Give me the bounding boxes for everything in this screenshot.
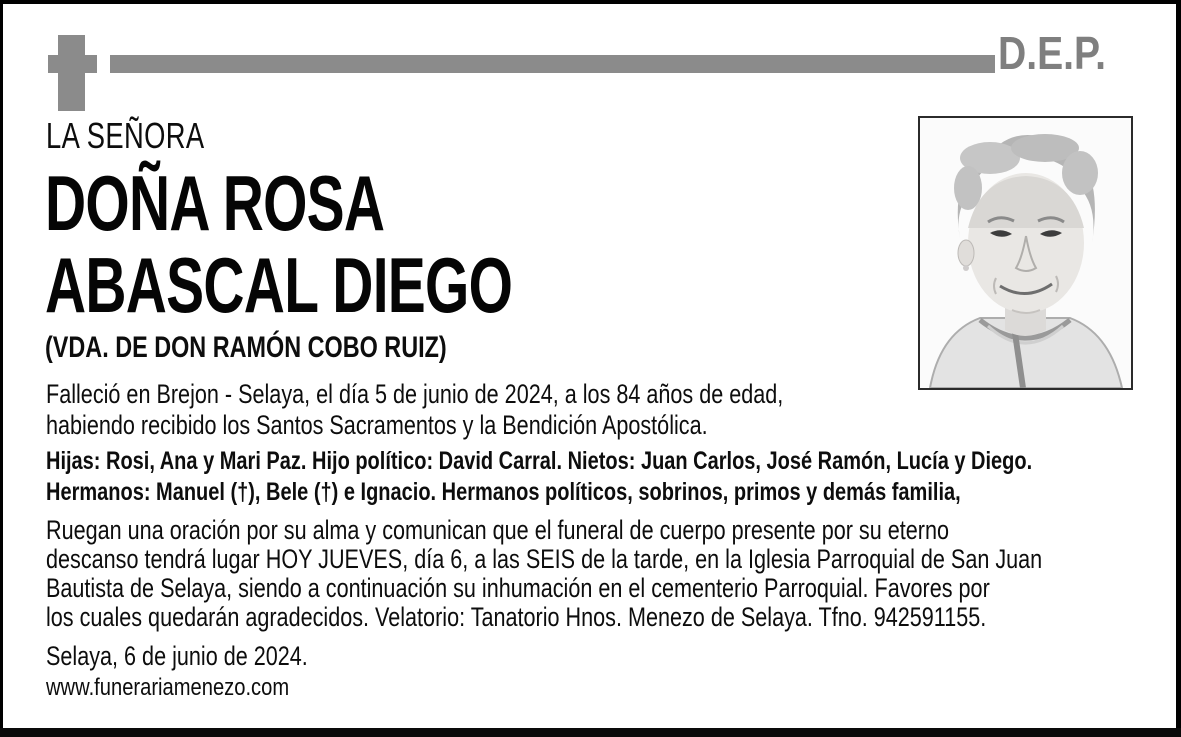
family-line: Hermanos: Manuel (†), Bele (†) e Ignacio. Hermanos políticos, sobrinos, primos y demás familia, [46, 478, 961, 506]
funeral-line: descanso tendrá lugar HOY JUEVES, día 6, a las SEIS de la tarde, en la Iglesia Parroquial de San Juan [46, 544, 1043, 574]
portrait-illustration [920, 118, 1131, 388]
funeral-info-paragraph [46, 516, 1042, 632]
deceased-name-line1: DOÑA ROSA [45, 159, 385, 247]
death-notice-line: Falleció en Brejon - Selaya, el día 5 de junio de 2024, a los 84 años de edad, [46, 379, 784, 409]
deceased-name-line2: ABASCAL DIEGO [45, 241, 513, 329]
family-paragraph [46, 446, 1032, 508]
death-notice-line: habiendo recibido los Santos Sacramentos y la Bendición Apostólica. [46, 410, 708, 440]
funeral-line: Bautista de Selaya, siendo a continuación su inhumación en el cementerio Parroquial. Favores por [46, 573, 990, 603]
family-line: Hijas: Rosi, Ana y Mari Paz. Hijo político: David Carral. Nietos: Juan Carlos, José Ramón, Lucía y Diego. [46, 447, 1033, 475]
right-border [1176, 0, 1181, 737]
kicker-la-senora: LA SEÑORA [46, 115, 205, 156]
widow-of-subtitle: (VDA. DE DON RAMÓN COBO RUIZ) [45, 331, 447, 364]
death-notice-paragraph [46, 379, 783, 441]
top-border [0, 0, 1181, 4]
cross-icon-horizontal [48, 55, 97, 73]
dep-label: D.E.P. [998, 27, 1106, 79]
header-gray-rule [110, 55, 995, 73]
funeral-line: Ruegan una oración por su alma y comunican que el funeral de cuerpo presente por su eterno [46, 515, 949, 545]
deceased-portrait-photo [918, 116, 1133, 390]
cross-icon-vertical [58, 35, 85, 111]
bottom-black-bar [0, 728, 1181, 737]
funeral-line: los cuales quedarán agradecidos. Velatorio: Tanatorio Hnos. Menezo de Selaya. Tfno. 942591155. [46, 602, 987, 632]
funeral-home-website-link[interactable]: www.funerariamenezo.com [46, 674, 290, 701]
place-and-date: Selaya, 6 de junio de 2024. [46, 641, 308, 671]
left-border [0, 0, 3, 737]
